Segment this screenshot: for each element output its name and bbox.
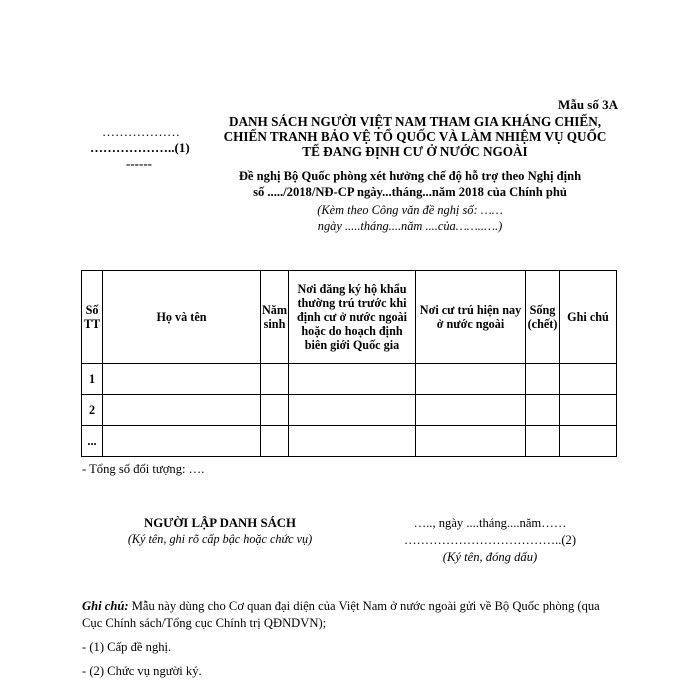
signature-instruction: (Ký tên, đóng dấu): [442, 550, 538, 564]
cell-birth-year: [261, 395, 289, 426]
title-line-1: DANH SÁCH NGƯỜI VIỆT NAM THAM GIA KHÁNG CHIẾN,: [228, 114, 602, 129]
agency-line-1: ………………: [102, 124, 180, 139]
table-row: [82, 395, 617, 426]
title-line-2: CHIẾN TRANH BẢO VỆ TỔ QUỐC VÀ LÀM NHIỆM VỤ QUỐC: [223, 129, 607, 144]
table-row: [82, 364, 617, 395]
agency-divider: ------: [126, 156, 152, 171]
subtitle-line-1: Đề nghị Bộ Quốc phòng xét hưởng chế độ hỗ trợ theo Nghị định: [238, 169, 582, 183]
notes-label: Ghi chú:: [82, 599, 129, 613]
authority-signature-block: [380, 515, 600, 566]
notes-paragraph: [82, 598, 617, 632]
cell-notes: [560, 364, 617, 395]
notes-text: Mẫu này dùng cho Cơ quan đại diện của Việt Nam ở nước ngoài gửi về Bộ Quốc phòng (qua Cục Chính sách/Tổng cục Chính trị QĐNDVN);: [82, 599, 600, 630]
form-number: Mẫu số 3A: [558, 97, 618, 112]
attachment-line-2: ngày .....tháng....năm ....của……..….): [317, 219, 503, 233]
note-item-2: - (2) Chức vụ người ký.: [82, 664, 202, 678]
row-number: ...: [82, 426, 103, 457]
person-list-table: [81, 270, 617, 457]
total-count: - Tổng số đối tượng: ….: [82, 462, 205, 476]
header-registered-residence: Nơi đăng ký hộ khẩu thường trú trước khi định cư ở nước ngoài hoặc do hoạch định biên giới Quốc gia: [289, 271, 416, 364]
attachment-line-1: (Kèm theo Công văn đề nghị số: ……: [317, 203, 503, 217]
cell-birth-year: [261, 426, 289, 457]
header-full-name: Họ và tên: [103, 271, 261, 364]
cell-current-residence: [416, 364, 526, 395]
cell-alive-dead: [526, 364, 560, 395]
cell-full-name: [103, 364, 261, 395]
row-number: 2: [82, 395, 103, 426]
subtitle-line-2: số ...../2018/NĐ-CP ngày...tháng...năm 2018 của Chính phủ: [253, 185, 567, 199]
agency-line-2: ………………..(1): [90, 140, 190, 155]
header-birth-year: Năm sinh: [261, 271, 289, 364]
cell-current-residence: [416, 395, 526, 426]
note-item-1: - (1) Cấp đề nghị.: [82, 640, 172, 654]
cell-registered-residence: [289, 364, 416, 395]
creator-title: NGƯỜI LẬP DANH SÁCH: [143, 516, 297, 530]
table-row: [82, 426, 617, 457]
cell-full-name: [103, 395, 261, 426]
cell-alive-dead: [526, 426, 560, 457]
cell-current-residence: [416, 426, 526, 457]
cell-registered-residence: [289, 395, 416, 426]
table-header-row: [82, 271, 617, 364]
issuing-agency-block: [82, 124, 207, 172]
header-alive-dead: Sống (chết): [526, 271, 560, 364]
creator-signature-block: [110, 515, 330, 547]
cell-alive-dead: [526, 395, 560, 426]
signature-date: ….., ngày ....tháng....năm……: [413, 516, 567, 530]
header-no: Số TT: [82, 271, 103, 364]
cell-birth-year: [261, 364, 289, 395]
creator-instruction: (Ký tên, ghi rõ cấp bậc hoặc chức vụ): [127, 532, 313, 546]
row-number: 1: [82, 364, 103, 395]
cell-registered-residence: [289, 426, 416, 457]
document-subtitle: [210, 168, 610, 200]
signature-position: ………………………………..(2): [403, 533, 577, 547]
cell-notes: [560, 426, 617, 457]
header-notes: Ghi chú: [560, 271, 617, 364]
document-title: [205, 114, 625, 159]
notes-section: [82, 598, 617, 687]
attachment-note: [230, 202, 590, 234]
cell-notes: [560, 395, 617, 426]
title-line-3: TẾ ĐANG ĐỊNH CƯ Ở NƯỚC NGOÀI: [302, 144, 528, 159]
header-current-residence: Nơi cư trú hiện nay ở nước ngoài: [416, 271, 526, 364]
cell-full-name: [103, 426, 261, 457]
